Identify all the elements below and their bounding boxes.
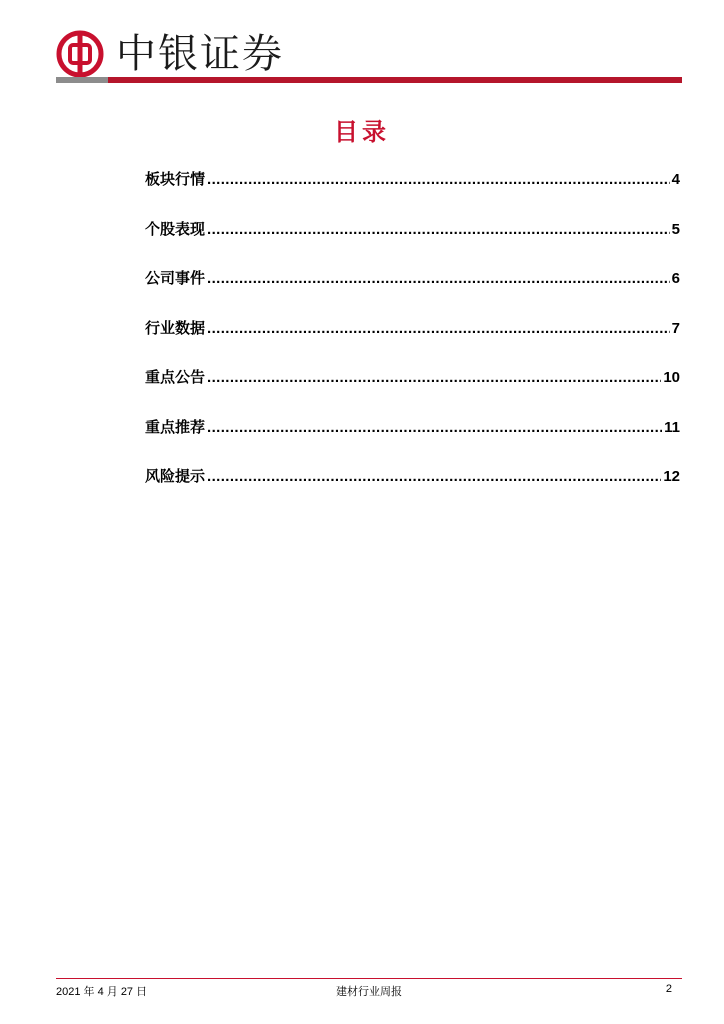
toc-item-page: 6 [671,270,680,287]
toc-leader-dots [207,221,670,238]
toc-item-page: 7 [671,319,680,337]
toc-item-page: 4 [671,171,680,188]
toc-item-risk-warning[interactable] [145,465,680,515]
footer-rule [56,978,682,979]
toc-leader-dots [207,270,670,287]
bank-of-china-logo-icon [56,30,104,78]
toc-leader-dots [207,468,661,485]
toc-title: 目录 [334,117,390,146]
footer-date: 2021 年 4 月 27 日 [56,986,148,998]
toc-item-market[interactable] [145,168,680,218]
header-rule-gray [56,77,108,83]
toc-item-key-announcements[interactable] [145,366,680,416]
toc-item-page: 11 [664,418,680,436]
toc-leader-dots [207,171,670,188]
toc-item-page: 5 [671,220,680,238]
toc-item-key-recommendations[interactable] [145,416,680,466]
toc-item-label: 风险提示 [145,467,206,485]
toc-leader-dots [207,419,662,436]
toc-item-label: 重点公告 [145,368,206,386]
toc-item-label: 板块行情 [145,170,206,188]
toc-item-industry-data[interactable] [145,317,680,367]
toc-item-label: 行业数据 [145,318,206,337]
brand-name: 中银证券 [116,31,284,77]
footer-report-name: 建材行业周报 [336,985,402,998]
page-header [56,26,682,82]
footer-page-number: 2 [665,983,672,995]
toc-item-page: 10 [663,369,680,386]
toc-item-page: 12 [663,468,680,485]
toc-item-label: 重点推荐 [145,417,206,436]
header-rule-red [108,77,682,83]
toc-item-stock-performance[interactable] [145,218,680,268]
toc-leader-dots [207,320,670,337]
toc-item-company-events[interactable] [145,267,680,317]
toc-item-label: 公司事件 [145,269,206,287]
toc-leader-dots [207,369,661,386]
toc-item-label: 个股表现 [145,219,206,238]
table-of-contents [145,168,680,515]
